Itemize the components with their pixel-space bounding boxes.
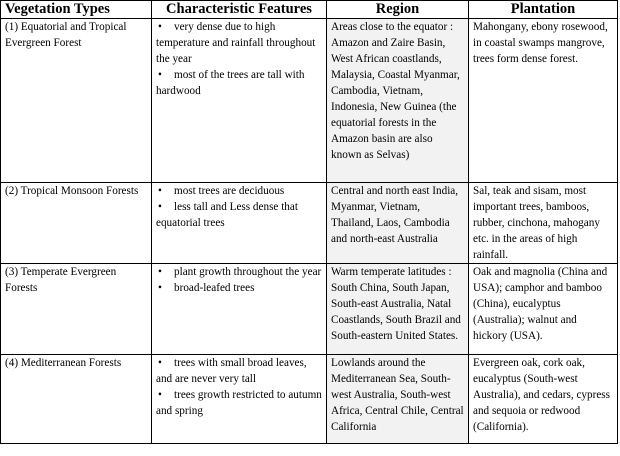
- table-row: [1, 355, 618, 444]
- bullet-icon: •: [158, 266, 162, 278]
- feature-item: [156, 264, 322, 280]
- plantation-cell: [469, 264, 618, 355]
- table-row: [1, 264, 618, 355]
- region-text: Lowlands around the Mediterranean Sea, South-west Australia, South-west Africa, Central Chile, Central California: [331, 357, 464, 433]
- header-plantation: Plantation: [469, 1, 618, 19]
- plantation-cell: [469, 19, 618, 183]
- features-cell: [152, 355, 327, 444]
- region-cell: [327, 183, 469, 264]
- feature-text: broad-leafed trees: [174, 282, 255, 294]
- feature-item: [156, 355, 322, 387]
- vegetation-type-cell: [1, 19, 152, 183]
- feature-item: [156, 199, 322, 231]
- header-row: [1, 1, 618, 19]
- features-list: [156, 264, 322, 296]
- plantation-text: Sal, teak and sisam, most important trees, bamboos, rubber, cinchona, mahogany etc. in the areas of high rainfall.: [473, 185, 600, 261]
- header-vegetation-types: Vegetation Types: [1, 1, 152, 19]
- vegetation-type-cell: [1, 183, 152, 264]
- features-list: [156, 183, 322, 231]
- bullet-icon: •: [158, 282, 162, 294]
- features-list: [156, 355, 322, 419]
- plantation-cell: [469, 355, 618, 444]
- features-cell: [152, 19, 327, 183]
- features-cell: [152, 264, 327, 355]
- feature-text: plant growth throughout the year: [174, 266, 322, 278]
- feature-text: trees growth restricted to autumn and spring: [156, 389, 322, 417]
- vegetation-type-text: (4) Mediterranean Forests: [5, 357, 122, 369]
- table-row: [1, 183, 618, 264]
- feature-item: [156, 67, 322, 99]
- feature-text: most trees are deciduous: [174, 185, 285, 197]
- feature-text: less tall and Less dense that equatorial trees: [156, 201, 298, 229]
- region-text: Areas close to the equator : Amazon and Zaire Basin, West African coastlands, Malaysia, Coastal Myanmar, Cambodia, Vietnam, Indonesia, New Guinea (the equatorial forests in the Amazon basin are also known as Selvas): [331, 21, 460, 161]
- feature-text: most of the trees are tall with hardwood: [156, 69, 305, 97]
- feature-item: [156, 19, 322, 67]
- features-cell: [152, 183, 327, 264]
- vegetation-type-text: (1) Equatorial and Tropical Evergreen Forest: [5, 21, 127, 49]
- region-cell: [327, 355, 469, 444]
- vegetation-type-cell: [1, 355, 152, 444]
- header-characteristic-features: Characteristic Features: [152, 1, 327, 19]
- bullet-icon: •: [158, 389, 162, 401]
- plantation-cell: [469, 183, 618, 264]
- region-cell: [327, 19, 469, 183]
- bullet-icon: •: [158, 21, 162, 33]
- features-list: [156, 19, 322, 99]
- table-row: [1, 19, 618, 183]
- bullet-icon: •: [158, 185, 162, 197]
- plantation-text: Evergreen oak, cork oak, eucalyptus (South-west Australia), and cedars, cypress and sequoia or redwood (California).: [473, 357, 610, 433]
- feature-text: trees with small broad leaves, and are never very tall: [156, 357, 307, 385]
- region-cell: [327, 264, 469, 355]
- feature-text: very dense due to high temperature and rainfall throughout the year: [156, 21, 316, 65]
- plantation-text: Mahongany, ebony rosewood, in coastal swamps mangrove, trees form dense forest.: [473, 21, 608, 65]
- feature-item: [156, 183, 322, 199]
- region-text: Warm temperate latitudes : South China, South Japan, South-east Australia, Natal Coastlands, South Brazil and South-eastern United States.: [331, 266, 461, 342]
- feature-item: [156, 387, 322, 419]
- bullet-icon: •: [158, 69, 162, 81]
- region-text: Central and north east India, Myanmar, Vietnam, Thailand, Laos, Cambodia and north-east Australia: [331, 185, 459, 245]
- bullet-icon: •: [158, 201, 162, 213]
- bullet-icon: •: [158, 357, 162, 369]
- vegetation-type-text: (2) Tropical Monsoon Forests: [5, 185, 139, 197]
- feature-item: [156, 280, 322, 296]
- plantation-text: Oak and magnolia (China and USA); camphor and bamboo (China), eucalyptus (Australia); walnut and hickory (USA).: [473, 266, 608, 342]
- vegetation-type-cell: [1, 264, 152, 355]
- vegetation-type-text: (3) Temperate Evergreen Forests: [5, 266, 117, 294]
- header-region: Region: [327, 1, 469, 19]
